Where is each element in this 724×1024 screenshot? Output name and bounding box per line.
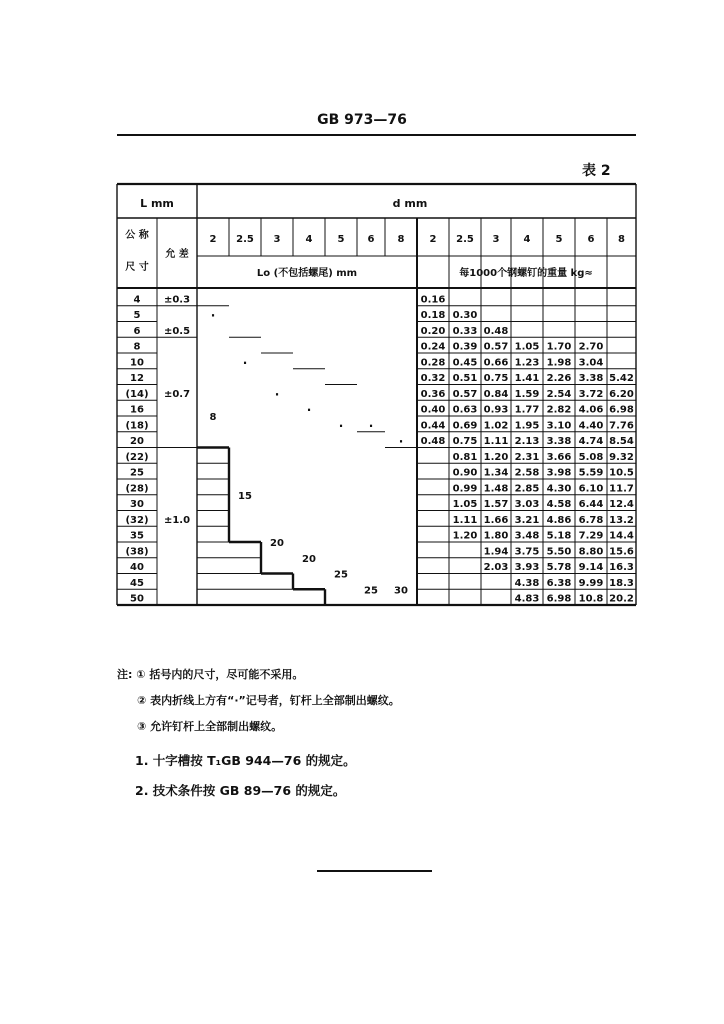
weight-value: 1.20 (452, 530, 478, 542)
weight-value: 1.66 (483, 514, 509, 526)
length-value: 10 (130, 357, 144, 369)
length-value: 40 (130, 562, 144, 573)
lo-value: 25 (364, 585, 378, 597)
length-value: 30 (130, 499, 144, 510)
weight-value: 1.11 (452, 514, 478, 526)
weight-value: 2.85 (514, 483, 540, 495)
tolerance-value: ±0.7 (163, 388, 191, 400)
diameter-header: 3 (273, 234, 281, 245)
bottom-rule (317, 870, 432, 872)
diameter-header: 2.5 (236, 234, 254, 245)
weight-value: 2.82 (546, 404, 572, 416)
weight-value: 1.59 (514, 388, 540, 400)
weight-value: 3.38 (578, 373, 604, 384)
weight-value: 2.54 (546, 388, 572, 400)
weight-value: 7.29 (578, 530, 604, 542)
weight-value: 0.57 (452, 388, 478, 400)
lo-caption: Lo (不包括螺尾) mm (256, 268, 358, 279)
weight-value: 0.48 (483, 325, 509, 337)
weight-value: 0.28 (420, 357, 446, 369)
weight-value: 6.44 (578, 499, 604, 510)
weight-value: 1.05 (514, 341, 540, 353)
weight-value: 5.18 (546, 530, 572, 542)
weight-value: 2.03 (483, 562, 509, 573)
weight-value: 5.50 (546, 546, 572, 558)
weight-value: 2.70 (578, 341, 604, 353)
full-thread-mark: · (274, 387, 280, 402)
weight-value: 0.81 (452, 451, 478, 463)
weight-value: 1.34 (483, 467, 509, 479)
length-value: 12 (130, 373, 144, 384)
weight-value: 0.84 (483, 388, 509, 400)
diameter-header: 6 (587, 234, 595, 245)
length-value: (38) (125, 546, 149, 558)
weight-value: 5.78 (546, 562, 572, 573)
weight-value: 9.99 (578, 577, 604, 589)
weight-value: 6.78 (578, 514, 604, 526)
weight-value: 6.98 (546, 593, 572, 605)
weight-value: 3.21 (514, 514, 540, 526)
tolerance-value: ±1.0 (163, 514, 191, 526)
length-value: 4 (133, 294, 141, 306)
weight-value: 0.57 (483, 341, 509, 353)
weight-value: 0.20 (420, 325, 446, 337)
diameter-header: 8 (397, 234, 405, 245)
weight-value: 0.33 (452, 325, 478, 337)
weight-value: 3.98 (546, 467, 572, 479)
weight-value: 2.31 (514, 451, 540, 463)
weight-value: 20.2 (609, 593, 634, 605)
weight-value: 7.76 (609, 420, 634, 432)
weight-value: 4.40 (578, 420, 604, 432)
L-header: L mm (140, 197, 174, 210)
length-value: 8 (133, 341, 141, 353)
length-value: (18) (125, 420, 149, 432)
full-thread-mark: · (398, 434, 404, 449)
weight-value: 0.99 (452, 483, 478, 495)
diameter-header: 6 (367, 234, 375, 245)
weight-value: 10.8 (578, 593, 604, 605)
weight-value: 3.93 (514, 562, 540, 573)
weight-value: 3.48 (514, 530, 540, 542)
lo-value: 8 (209, 412, 217, 423)
weight-value: 0.48 (420, 436, 446, 447)
standard-number: GB 973—76 (317, 112, 407, 128)
weight-value: 13.2 (609, 514, 634, 526)
weight-value: 1.70 (546, 341, 572, 353)
weight-value: 0.40 (420, 404, 446, 416)
weight-value: 0.24 (420, 341, 446, 353)
weight-value: 3.04 (578, 357, 604, 369)
weight-value: 0.32 (420, 373, 446, 384)
weight-value: 3.03 (514, 499, 540, 510)
weight-value: 0.18 (420, 310, 446, 321)
weight-value: 2.13 (514, 436, 540, 447)
requirements-list (135, 746, 356, 806)
lo-value: 20 (302, 553, 316, 565)
weight-value: 1.57 (483, 499, 509, 510)
weight-value: 6.20 (609, 388, 634, 400)
weight-value: 3.72 (578, 388, 604, 400)
weight-value: 12.4 (609, 499, 634, 510)
weight-value: 3.75 (514, 546, 540, 558)
length-value: 25 (130, 467, 144, 479)
weight-caption: 每1000个钢螺钉的重量 kg≈ (459, 268, 593, 279)
weight-value: 0.66 (483, 357, 509, 369)
weight-value: 9.14 (578, 562, 604, 573)
full-thread-mark: · (368, 418, 374, 433)
note-3: ③ 允许钉杆上全部制出螺纹。 (137, 720, 283, 733)
size-label: 尺 寸 (125, 262, 149, 273)
weight-value: 6.10 (578, 483, 604, 495)
weight-value: 0.45 (452, 357, 478, 369)
weight-value: 1.95 (514, 420, 540, 432)
weight-value: 1.02 (483, 420, 509, 432)
weight-value: 0.63 (452, 404, 478, 416)
weight-value: 10.5 (609, 467, 634, 479)
weight-value: 2.58 (514, 467, 540, 479)
weight-value: 3.38 (546, 436, 572, 447)
length-value: 20 (130, 436, 144, 447)
weight-value: 5.08 (578, 451, 604, 463)
lo-value: 30 (394, 585, 408, 597)
weight-value: 0.16 (420, 294, 446, 306)
diameter-header: 2 (429, 234, 437, 245)
weight-value: 2.26 (546, 373, 572, 384)
length-value: 16 (130, 404, 144, 416)
weight-value: 3.66 (546, 451, 572, 463)
length-value: (28) (125, 483, 149, 495)
weight-value: 3.10 (546, 420, 572, 432)
diameter-header: 2.5 (456, 234, 474, 245)
weight-value: 1.94 (483, 546, 509, 558)
notes (117, 662, 400, 740)
tolerance-value: ±0.5 (163, 325, 191, 337)
weight-value: 6.98 (609, 404, 634, 416)
weight-value: 11.7 (609, 483, 634, 495)
full-thread-mark: · (242, 355, 248, 370)
weight-value: 4.38 (514, 577, 540, 589)
weight-value: 0.36 (420, 388, 446, 400)
weight-value: 1.20 (483, 451, 509, 463)
weight-value: 0.75 (452, 436, 478, 447)
length-value: 50 (130, 593, 144, 605)
requirement-2: 2. 技术条件按 GB 89—76 的规定。 (135, 783, 346, 798)
diameter-header: 4 (523, 234, 531, 245)
weight-value: 16.3 (609, 562, 634, 573)
requirement-1: 1. 十字槽按 T₁GB 944—76 的规定。 (135, 753, 356, 768)
lo-value: 20 (270, 538, 284, 549)
weight-value: 0.75 (483, 373, 509, 384)
full-thread-mark: · (338, 418, 344, 433)
weight-value: 0.90 (452, 467, 478, 479)
weight-value: 1.41 (514, 373, 540, 384)
weight-value: 18.3 (609, 577, 634, 589)
weight-value: 1.11 (483, 436, 509, 447)
weight-value: 0.69 (452, 420, 478, 432)
weight-value: 1.80 (483, 530, 509, 542)
weight-value: 4.06 (578, 404, 604, 416)
lo-value: 25 (334, 569, 348, 581)
weight-value: 4.58 (546, 499, 572, 510)
weight-value: 4.83 (514, 593, 540, 605)
weight-value: 0.51 (452, 373, 478, 384)
weight-value: 1.05 (452, 499, 478, 510)
length-value: 6 (133, 325, 141, 337)
weight-value: 15.6 (609, 546, 634, 558)
diameter-header: 8 (618, 234, 625, 245)
weight-value: 14.4 (609, 530, 634, 542)
note-1: 注: ① 括号内的尺寸，尽可能不采用。 (117, 668, 304, 681)
weight-value: 4.86 (546, 514, 572, 526)
weight-value: 5.59 (578, 467, 604, 479)
weight-value: 0.93 (483, 404, 509, 416)
full-thread-mark: · (306, 403, 312, 417)
length-value: 5 (133, 310, 141, 321)
diameter-header: 5 (337, 234, 345, 245)
weight-value: 0.39 (452, 341, 478, 353)
length-value: (32) (125, 514, 149, 526)
weight-value: 1.98 (546, 357, 572, 369)
weight-value: 0.30 (452, 310, 478, 321)
weight-value: 4.74 (578, 436, 604, 447)
weight-value: 4.30 (546, 483, 572, 495)
weight-value: 0.44 (420, 420, 446, 432)
nominal-label: 公 称 (125, 230, 149, 241)
weight-value: 1.77 (514, 404, 540, 416)
weight-value: 1.23 (514, 357, 540, 369)
diameter-header: 2 (209, 234, 217, 245)
weight-value: 1.48 (483, 483, 509, 495)
weight-value: 9.32 (609, 451, 634, 463)
length-value: (14) (125, 388, 149, 400)
length-value: 35 (130, 530, 144, 542)
d-header: d mm (392, 197, 428, 210)
tolerance-label: 允 差 (165, 249, 189, 260)
lo-value: 15 (238, 490, 252, 502)
weight-value: 5.42 (609, 373, 634, 384)
full-thread-mark: · (210, 308, 216, 323)
table-number: 表 2 (582, 163, 611, 179)
length-value: (22) (125, 451, 149, 463)
weight-value: 6.38 (546, 577, 572, 589)
tolerance-value: ±0.3 (163, 294, 191, 306)
weight-value: 8.54 (609, 436, 634, 447)
diameter-header: 4 (305, 234, 313, 245)
note-2: ② 表内折线上方有“·”记号者，钉杆上全部制出螺纹。 (137, 694, 400, 707)
diameter-header: 3 (492, 234, 500, 245)
length-value: 45 (130, 577, 144, 589)
diameter-header: 5 (555, 234, 563, 245)
weight-value: 8.80 (578, 546, 604, 558)
